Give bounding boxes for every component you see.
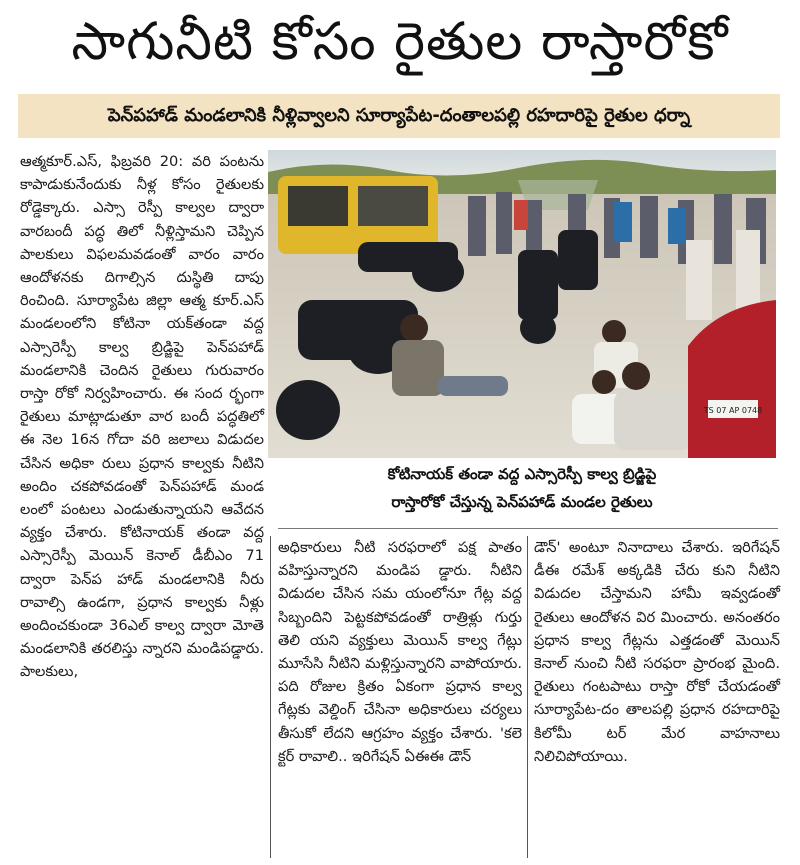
article-column-2: అధికారులు నీటి సరఫరాలో పక్ష పాతం వహిస్తున్నారని మండిప డ్డారు. నీటిని విడుదల చేసిన సమ యంలోనూ గేట్ల వద్ద సిబ్బందిని పెట్టకపోవడంతో రాత్రిళ్లు గుర్తు తెలి యని వ్యక్తులు మెయిన్ కాల్వ గేట్లు మూసేసి నీటిని మళ్లిస్తున్నారని వాపోయారు. పది రోజుల క్రితం ఏకంగా ప్రధాన కాల్వ గేట్లకు వెల్డింగ్ చేసినా అధికారులు చర్యలు తీసుకో లేదని ఆగ్రహం వ్యక్తం చేశారు. 'కలె క్టర్ రావాలి.. ఇరిగేషన్ ఏఈఈ డౌన్ bbox=[278, 539, 522, 765]
caption-divider bbox=[278, 528, 778, 529]
news-photo bbox=[268, 150, 776, 458]
headline: సాగునీటి కోసం రైతుల రాస్తారోకో bbox=[71, 12, 729, 72]
photo-caption-line-2: రాస్తారోకో చేస్తున్న పెన్‌పహాడ్ మండల రైతులు bbox=[391, 493, 653, 511]
column-divider bbox=[270, 536, 271, 858]
car-plate-text: TS 07 AP 0748 bbox=[703, 406, 763, 415]
article-column-1: ఆత్మకూర్.ఎస్, ఫిబ్రవరి 20: వరి పంటను కాపాడుకునేందుకు నీళ్ల కోసం రైతులకు రోడ్డెక్కారు. ఎస్సా రెస్పీ కాల్వల ద్వారా వారబందీ పద్ధ తిలో నీళ్లిస్తామని చెప్పిన పాలకులు విఫలమవడంతో వారం వారం ఆందోళనకు దిగాల్సిన దుస్థితి దాపు రించింది. సూర్యాపేట జిల్లా ఆత్మ కూర్.ఎస్ మండలంలోని కోటినా యక్‌తండా వద్ద ఎస్సారెస్పీ కాల్వ బ్రిడ్జిపై పెన్‌పహాడ్ మండలానికి చెందిన రైతులు గురువారం రాస్తా రోకో నిర్వహించారు. ఈ సంద ర్భంగా రైతులు మాట్లాడుతూ వార బందీ పద్ధతిలో ఈ నెల 16న గోదా వరి జలాలు విడుదల చేసిన అధికా రులు ప్రధాన కాల్వకు నీటిని అందిం చకపోవడంతో పెన్‌పహాడ్ మండ లంలో పంటలు ఎండుతున్నాయని ఆవేదన వ్యక్తం చేశారు. కోటినాయక్ తండా వద్ద ఎస్సారెస్పీ మెయిన్ కెనాల్ డీబీఎం 71 ద్వారా పెన్‌ప హాడ్ మండలానికి నీరు రావాల్సి ఉండగా, ప్రధాన కాల్వకు నీళ్లు అందించకుండా 36ఎల్ కాల్వ ద్వారా మోతె మండలానికి తరలిస్తు న్నారని మండిపడ్డారు. పాలకులు, bbox=[20, 153, 264, 681]
photo-caption-line-1: కోటినాయక్ తండా వద్ద ఎస్సారెస్పీ కాల్వ బ్రిడ్జిపై bbox=[387, 465, 657, 483]
subheadline: పెన్‌పహాడ్ మండలానికి నీళ్లివ్వాలని సూర్యాపేట-దంతాలపల్లి రహదారిపై రైతుల ధర్నా bbox=[18, 94, 780, 138]
article-column-3: డౌన్' అంటూ నినాదాలు చేశారు. ఇరిగేషన్ డీఈ రమేశ్ అక్కడికి చేరు కుని నీటిని విడుదల చేస్తామని హామీ ఇవ్వడంతో రైతులు ఆందోళన విర మించారు. అనంతరం ప్రధాన కాల్వ గేట్లను ఎత్తడంతో మెయిన్ కెనాల్ నుంచి నీటి సరఫరా ప్రారంభ మైంది. రైతులు గంటపాటు రాస్తా రోకో చేయడంతో సూర్యాపేట-దం తాలపల్లి ప్రధాన రహదారిపై కిలోమీ టర్ మేర వాహనాలు నిలిచిపోయాయి. bbox=[534, 539, 780, 765]
photo-caption bbox=[268, 460, 776, 524]
column-divider bbox=[527, 536, 528, 858]
